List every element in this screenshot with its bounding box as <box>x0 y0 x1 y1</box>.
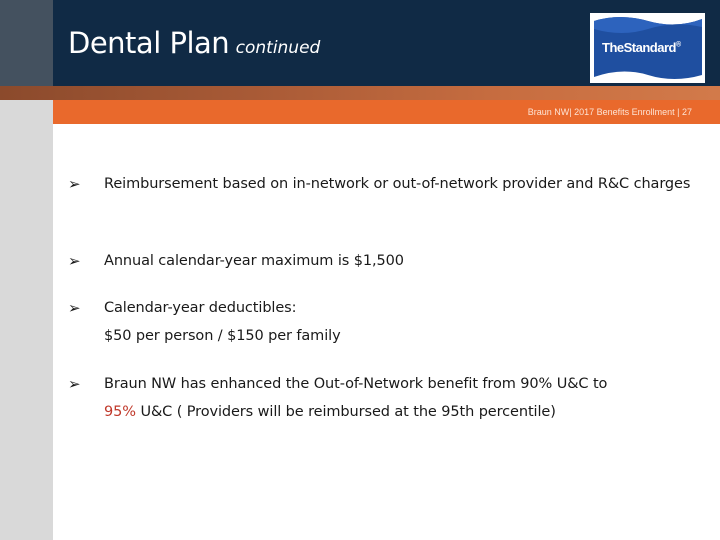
title-main: Dental Plan <box>68 26 230 60</box>
highlight-95-percent: 95% <box>104 404 136 420</box>
bullet-item-3 <box>104 294 699 350</box>
slide-footer: Braun NW| 2017 Benefits Enrollment | 27 <box>527 107 692 117</box>
bullet-4-line-2 <box>104 398 699 426</box>
bullet-arrow-icon: ➢ <box>68 299 81 317</box>
bullet-arrow-icon: ➢ <box>68 175 81 193</box>
logo-text: TheStandard® <box>602 40 681 55</box>
bullet-item-4 <box>104 370 699 426</box>
bullet-item-2: Annual calendar-year maximum is $1,500 <box>104 253 404 269</box>
bullet-4-line-2-rest: U&C ( Providers will be reimbursed at the 95th percentile) <box>135 404 556 420</box>
bullet-item-1: Reimbursement based on in-network or out-of-network provider and R&C charges <box>104 176 691 192</box>
bullet-3-line-2: $50 per person / $150 per family <box>104 328 341 344</box>
bullet-arrow-icon: ➢ <box>68 375 81 393</box>
bullet-4-line-1: Braun NW has enhanced the Out-of-Network benefit from 90% U&C to <box>104 376 608 392</box>
left-band-top <box>0 0 53 86</box>
page-title <box>68 26 320 60</box>
title-subtitle: continued <box>235 38 321 58</box>
bullet-3-line-1: Calendar-year deductibles: <box>104 300 297 316</box>
accent-bar-rust <box>0 86 720 100</box>
the-standard-logo <box>590 13 705 83</box>
bullet-arrow-icon: ➢ <box>68 252 81 270</box>
